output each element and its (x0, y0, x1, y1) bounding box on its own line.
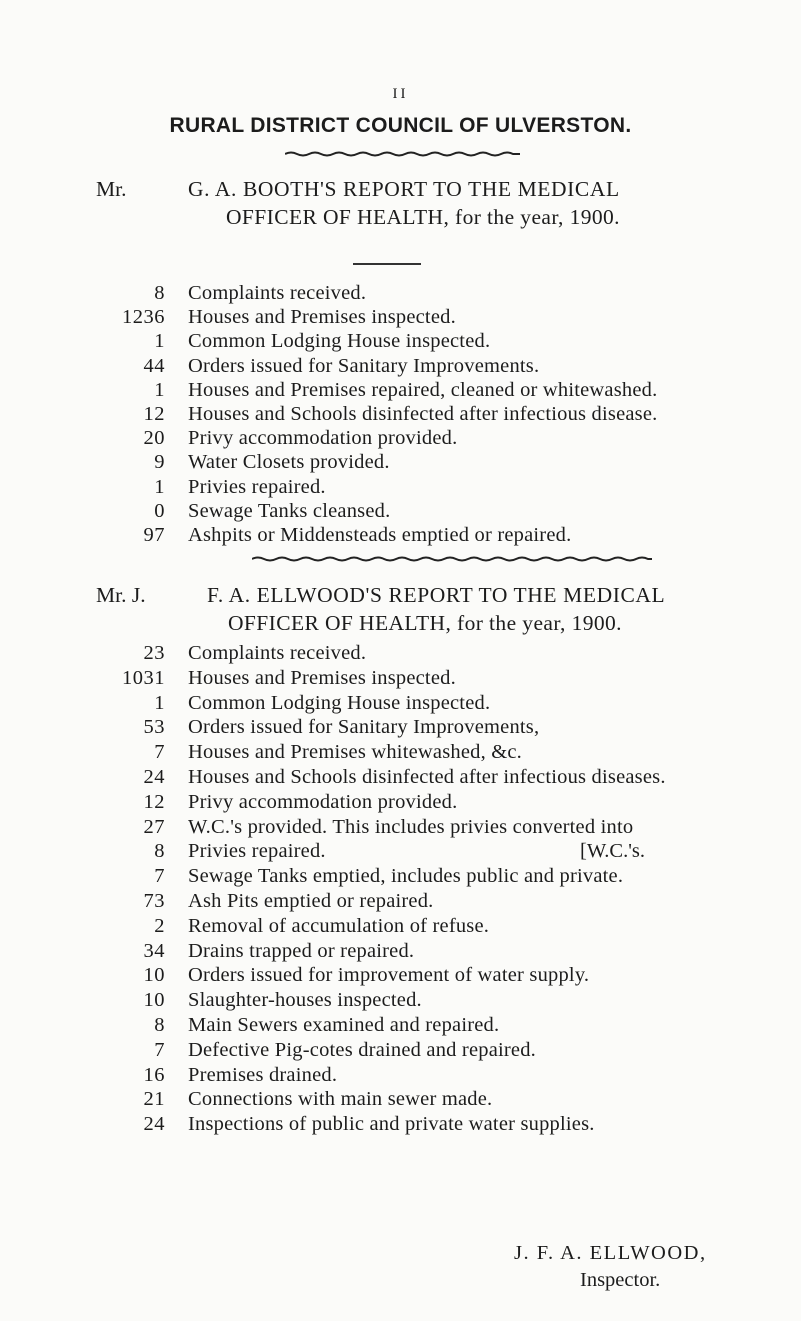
item-description: Removal of accumulation of refuse. (188, 914, 490, 937)
list-item (0, 839, 801, 864)
list-item (0, 450, 801, 474)
item-description: W.C.'s provided. This includes privies converted into (188, 815, 634, 838)
list-item (0, 281, 801, 305)
report-1-prefix: Mr. (96, 177, 127, 201)
report-1-list (0, 281, 801, 547)
item-count: 97 (143, 523, 165, 546)
item-description: Complaints received. (188, 282, 367, 304)
item-count: 23 (143, 642, 165, 664)
item-count: 7 (154, 865, 165, 888)
item-count: 16 (143, 1063, 165, 1086)
council-title: RURAL DISTRICT COUNCIL OF ULVERSTON. (169, 114, 632, 137)
report-2-list (0, 641, 801, 1137)
item-description: Common Lodging House inspected. (188, 330, 491, 353)
page-number: II (392, 86, 409, 102)
wavy-divider-middle (252, 555, 652, 563)
signature-name: J. F. A. ELLWOOD, (514, 1242, 707, 1264)
item-description: Common Lodging House inspected. (188, 691, 491, 714)
report-1-title-line2: OFFICER OF HEALTH, for the year, 1900. (226, 205, 620, 229)
list-item (0, 329, 801, 353)
list-item (0, 402, 801, 426)
report-1-title-line1: G. A. BOOTH'S REPORT TO THE MEDICAL (188, 177, 620, 201)
item-description: Houses and Schools disinfected after infectious disease. (188, 402, 658, 425)
item-count: 12 (143, 402, 165, 425)
list-item (0, 1063, 801, 1088)
list-item (0, 499, 801, 523)
item-description: Ashpits or Middensteads emptied or repaired. (188, 523, 572, 546)
item-description: Houses and Premises inspected. (188, 306, 456, 329)
list-item (0, 790, 801, 815)
item-count: 8 (154, 840, 165, 863)
list-item (0, 963, 801, 988)
item-description: Houses and Premises repaired, cleaned or whitewashed. (188, 378, 658, 401)
item-description: Inspections of public and private water supplies. (188, 1113, 595, 1136)
report-2-title-line1: F. A. ELLWOOD'S REPORT TO THE MEDICAL (207, 583, 666, 607)
list-item (0, 305, 801, 329)
item-description: Houses and Premises inspected. (188, 666, 456, 689)
list-item (0, 864, 801, 889)
item-count: 34 (143, 939, 165, 962)
item-count: 9 (154, 451, 165, 474)
report-2-prefix: Mr. J. (96, 583, 146, 607)
list-item (0, 426, 801, 450)
list-item (0, 765, 801, 790)
list-item (0, 939, 801, 964)
item-count: 7 (154, 741, 165, 764)
list-item (0, 889, 801, 914)
list-item (0, 1013, 801, 1038)
item-count: 10 (143, 964, 165, 987)
item-description: Sewage Tanks emptied, includes public and private. (188, 865, 624, 888)
item-count: 7 (154, 1038, 165, 1061)
item-count: 20 (143, 427, 165, 450)
item-description: Water Closets provided. (188, 451, 390, 474)
item-description: Main Sewers examined and repaired. (188, 1013, 500, 1036)
item-count: 44 (143, 354, 165, 377)
list-item (0, 988, 801, 1013)
wavy-divider-top (285, 150, 520, 158)
list-item (0, 378, 801, 402)
item-count: 24 (143, 765, 165, 788)
list-item (0, 523, 801, 547)
signature-block (514, 1240, 707, 1291)
item-count: 1 (154, 475, 165, 498)
report-2-title-line2: OFFICER OF HEALTH, for the year, 1900. (228, 611, 622, 635)
item-count: 8 (154, 1013, 165, 1036)
item-description: Orders issued for Sanitary Improvements. (188, 354, 540, 377)
item-description: Privies repaired. (188, 840, 326, 863)
list-item (0, 1038, 801, 1063)
item-description: Ash Pits emptied or repaired. (188, 889, 434, 912)
item-description: Sewage Tanks cleansed. (188, 499, 391, 522)
item-description: Premises drained. (188, 1063, 338, 1086)
list-item (0, 815, 801, 840)
list-item (0, 914, 801, 939)
list-item (0, 641, 801, 666)
item-description: Privy accommodation provided. (188, 790, 458, 813)
item-count: 1236 (122, 306, 165, 329)
item-description: Connections with main sewer made. (188, 1088, 493, 1111)
list-item (0, 691, 801, 716)
item-count: 1 (154, 330, 165, 353)
list-item (0, 715, 801, 740)
item-count: 1031 (122, 666, 165, 689)
item-count: 2 (154, 914, 165, 937)
item-count: 21 (143, 1088, 165, 1111)
item-description: Orders issued for Sanitary Improvements, (188, 716, 540, 739)
item-count: 8 (154, 282, 165, 304)
item-description: Drains trapped or repaired. (188, 939, 415, 962)
item-count: 27 (143, 815, 165, 838)
list-item (0, 666, 801, 691)
list-item (0, 1112, 801, 1137)
short-rule (353, 263, 421, 265)
item-description: Defective Pig-cotes drained and repaired. (188, 1038, 537, 1061)
item-count: 73 (143, 889, 165, 912)
list-item (0, 1087, 801, 1112)
item-count: 24 (143, 1113, 165, 1136)
item-count: 12 (143, 790, 165, 813)
signature-title: Inspector. (580, 1269, 661, 1291)
list-item (0, 475, 801, 499)
list-item (0, 354, 801, 378)
item-description: Houses and Premises whitewashed, &c. (188, 741, 522, 764)
item-continuation: [W.C.'s. (580, 840, 646, 863)
item-count: 10 (143, 989, 165, 1012)
item-description: Orders issued for improvement of water supply. (188, 964, 590, 987)
item-description: Complaints received. (188, 642, 367, 664)
item-count: 0 (154, 499, 165, 522)
item-count: 1 (154, 691, 165, 714)
item-description: Slaughter-houses inspected. (188, 989, 422, 1012)
item-count: 1 (154, 378, 165, 401)
item-count: 53 (143, 716, 165, 739)
list-item (0, 740, 801, 765)
item-description: Houses and Schools disinfected after infectious diseases. (188, 765, 666, 788)
item-description: Privy accommodation provided. (188, 427, 458, 450)
item-description: Privies repaired. (188, 475, 326, 498)
